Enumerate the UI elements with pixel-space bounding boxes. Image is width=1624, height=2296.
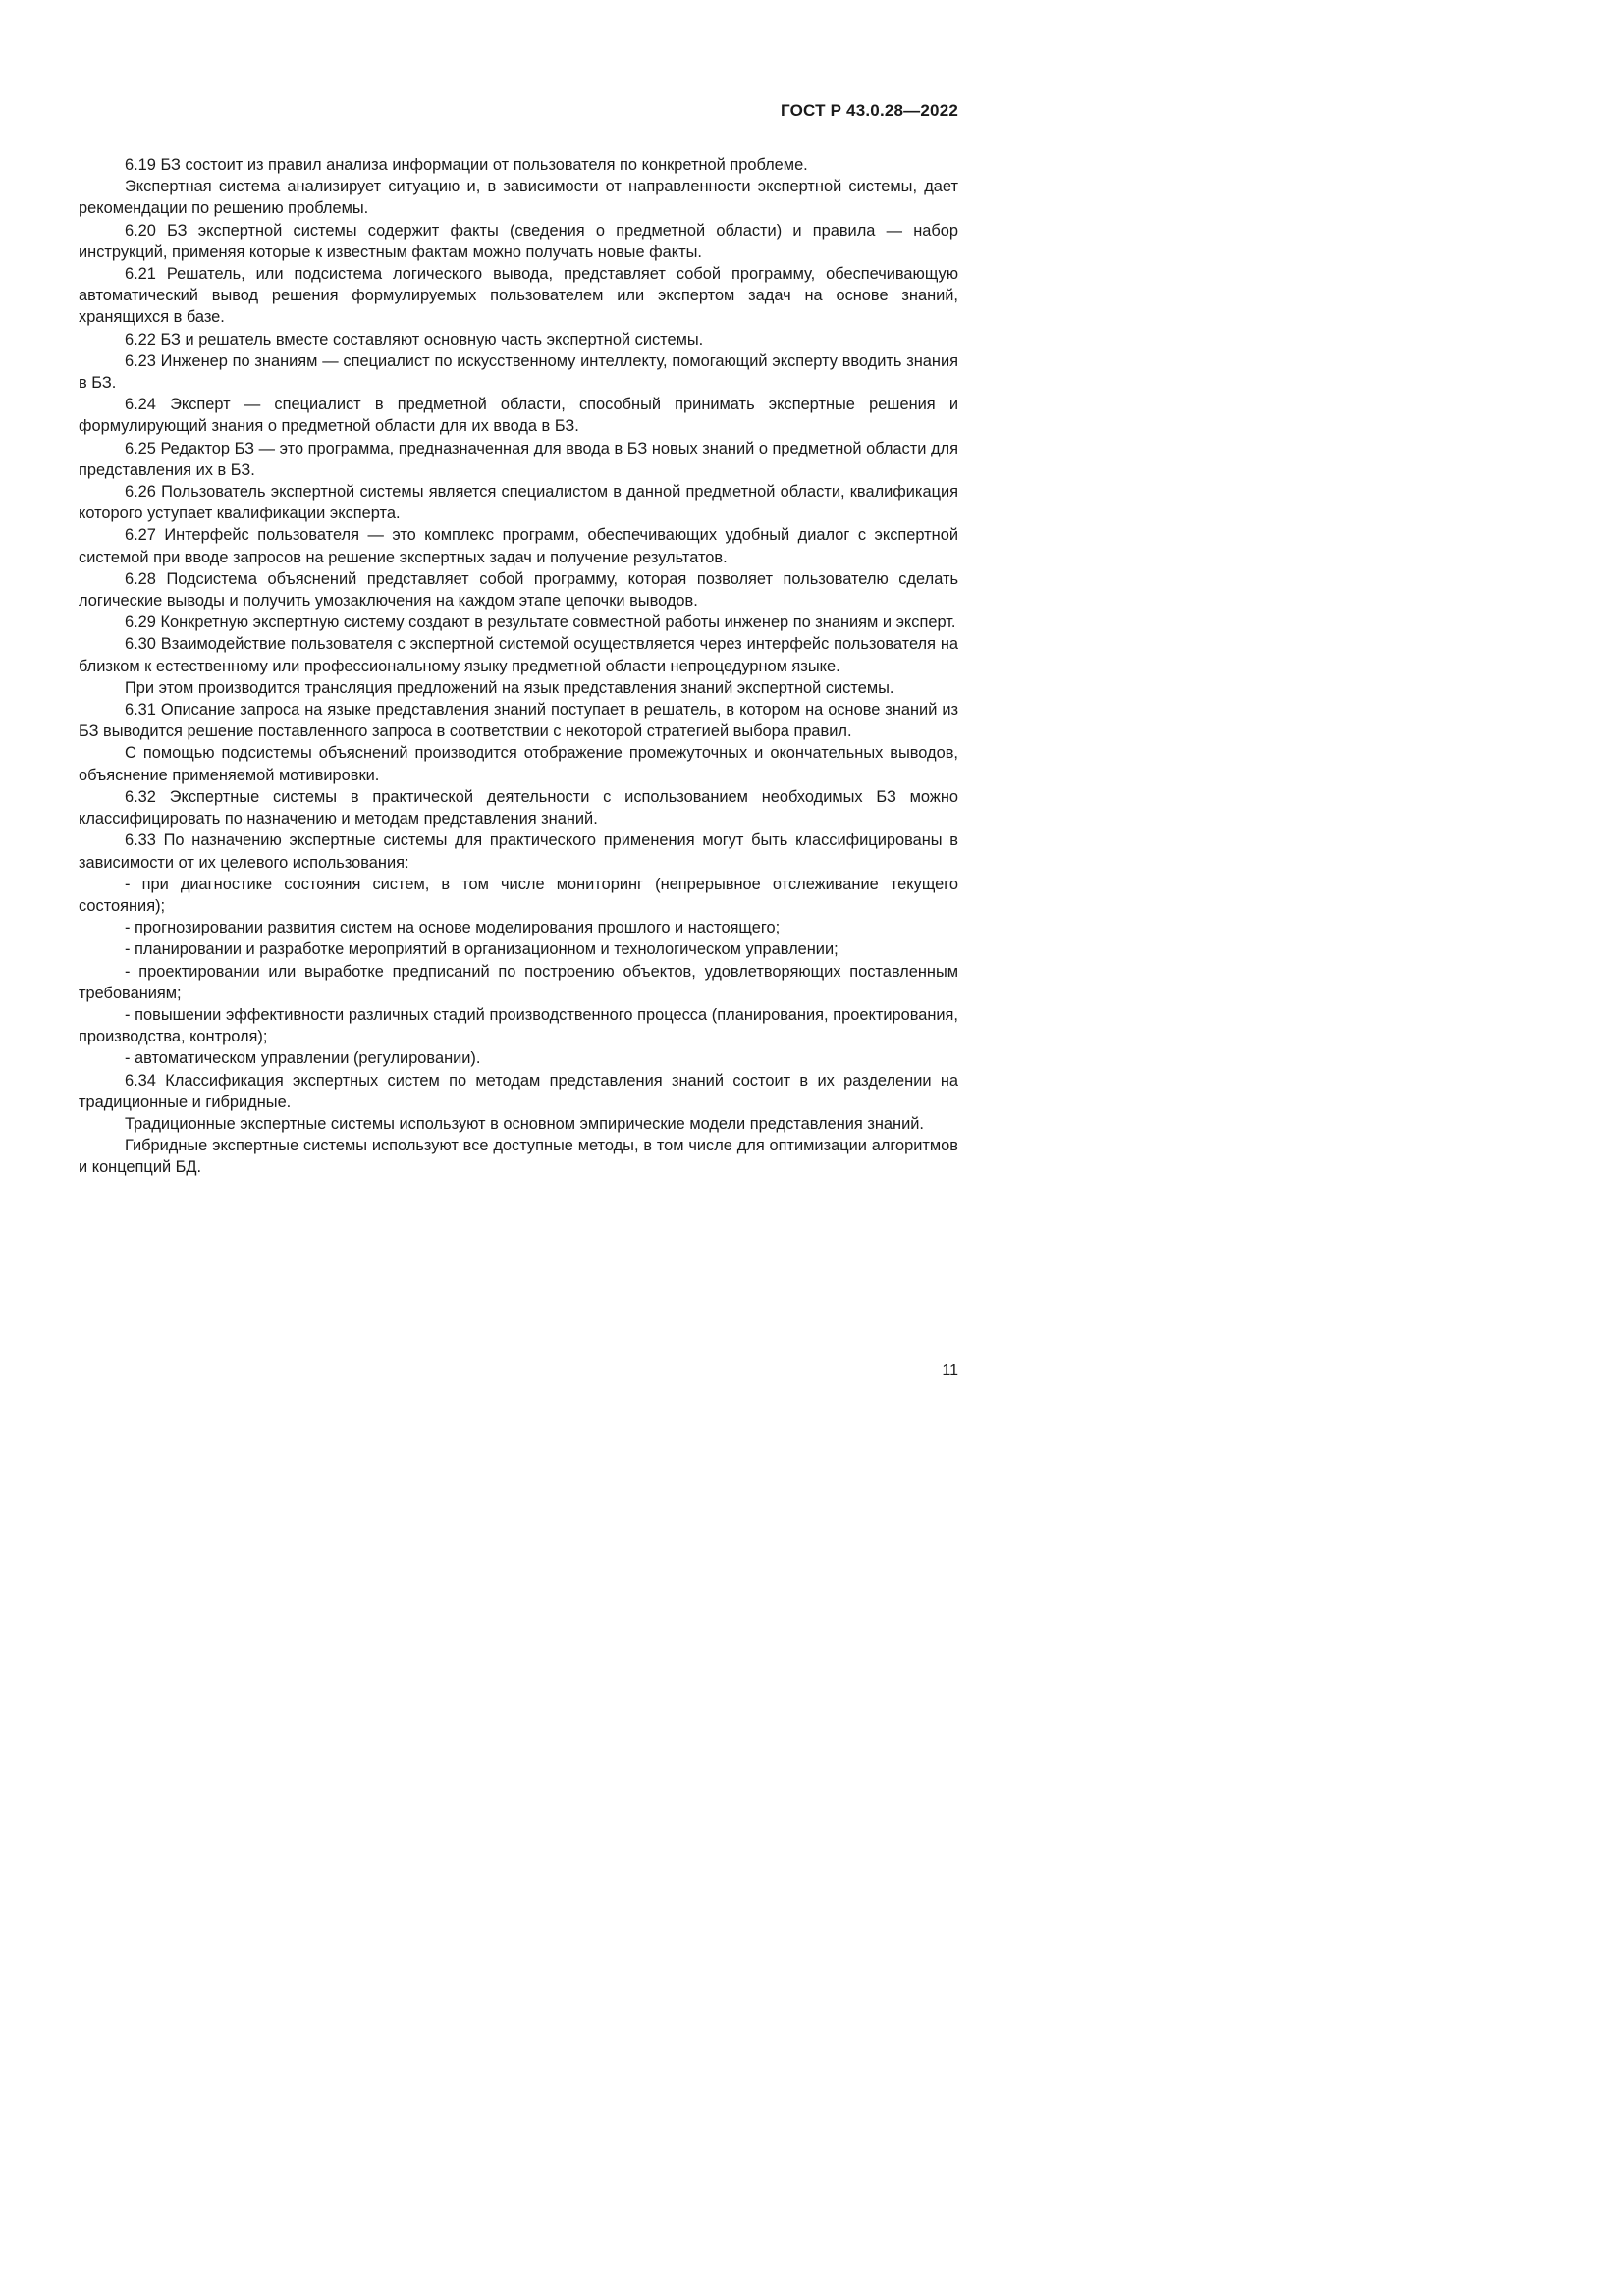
- document-body: [79, 154, 958, 1179]
- paragraph-6-31: 6.31 Описание запроса на языке представления знаний поступает в решатель, в котором на основе знаний из БЗ выводится решение поставленного запроса в соответствии с некоторой стратегией выбора правил.: [79, 701, 958, 741]
- list-item: - при диагностике состояния систем, в том числе мониторинг (непрерывное отслеживание текущего состояния);: [79, 875, 958, 915]
- page-number: 11: [942, 1362, 958, 1379]
- paragraph-6-28: 6.28 Подсистема объяснений представляет собой программу, которая позволяет пользователю сделать логические выводы и получить умозаключения на каждом этапе цепочки выводов.: [79, 569, 958, 611]
- paragraph-6-29: 6.29 Конкретную экспертную систему создают в результате совместной работы инженер по знаниям и эксперт.: [125, 614, 956, 632]
- list-item: - автоматическом управлении (регулировании).: [125, 1049, 481, 1068]
- paragraph: С помощью подсистемы объяснений производится отображение промежуточных и окончательных выводов, объяснение применяемой мотивировки.: [79, 744, 958, 784]
- paragraph-6-30: 6.30 Взаимодействие пользователя с экспертной системой осуществляется через интерфейс пользователя на близком к естественному или профессиональному языку предметной области непроцедурном языке.: [79, 635, 958, 675]
- standard-header: ГОСТ Р 43.0.28—2022: [781, 101, 958, 120]
- paragraph-6-21: 6.21 Решатель, или подсистема логического вывода, представляет собой программу, обеспечивающую автоматический вывод решения формулируемых пользователем или экспертом задач на основе знаний, хранящихся в базе.: [79, 265, 958, 327]
- list-item: - планировании и разработке мероприятий в организационном и технологическом управлении;: [125, 940, 839, 959]
- list-item: - прогнозировании развития систем на основе моделирования прошлого и настоящего;: [125, 919, 781, 937]
- paragraph-6-25: 6.25 Редактор БЗ — это программа, предназначенная для ввода в БЗ новых знаний о предметной области для представления их в БЗ.: [79, 439, 958, 479]
- paragraph: Гибридные экспертные системы используют все доступные методы, в том числе для оптимизации алгоритмов и концепций БД.: [79, 1137, 958, 1177]
- paragraph-6-32: 6.32 Экспертные системы в практической деятельности с использованием необходимых БЗ можно классифицировать по назначению и методам представления знаний.: [79, 787, 958, 828]
- list-item: - повышении эффективности различных стадий производственного процесса (планирования, проектирования, производства, контроля);: [79, 1005, 958, 1046]
- paragraph: Традиционные экспертные системы используют в основном эмпирические модели представления знаний.: [125, 1114, 924, 1133]
- paragraph: При этом производится трансляция предложений на язык представления знаний экспертной системы.: [125, 678, 894, 697]
- paragraph-6-20: 6.20 БЗ экспертной системы содержит факты (сведения о предметной области) и правила — набор инструкций, применяя которые к известным фактам можно получать новые факты.: [79, 221, 958, 261]
- paragraph-6-27: 6.27 Интерфейс пользователя — это комплекс программ, обеспечивающих удобный диалог с экспертной системой при вводе запросов на решение экспертных задач и получение результатов.: [79, 526, 958, 566]
- paragraph-6-22: 6.22 БЗ и решатель вместе составляют основную часть экспертной системы.: [125, 330, 704, 348]
- list-item: - проектировании или выработке предписаний по построению объектов, удовлетворяющих поставленным требованиям;: [79, 962, 958, 1002]
- paragraph-6-24: 6.24 Эксперт — специалист в предметной области, способный принимать экспертные решения и формулирующий знания о предметной области для их ввода в БЗ.: [79, 396, 958, 436]
- paragraph-6-23: 6.23 Инженер по знаниям — специалист по искусственному интеллекту, помогающий эксперту вводить знания в БЗ.: [79, 351, 958, 393]
- paragraph-6-33: 6.33 По назначению экспертные системы для практического применения могут быть классифицированы в зависимости от их целевого использования:: [79, 831, 958, 872]
- paragraph-6-26: 6.26 Пользователь экспертной системы является специалистом в данной предметной области, квалификация которого уступает квалификации эксперта.: [79, 483, 958, 523]
- paragraph-6-34: 6.34 Классификация экспертных систем по методам представления знаний состоит в их разделении на традиционные и гибридные.: [79, 1071, 958, 1111]
- paragraph-6-19: 6.19 БЗ состоит из правил анализа информации от пользователя по конкретной проблеме.: [125, 156, 808, 174]
- paragraph: Экспертная система анализирует ситуацию и, в зависимости от направленности экспертной системы, дает рекомендации по решению проблемы.: [79, 178, 958, 218]
